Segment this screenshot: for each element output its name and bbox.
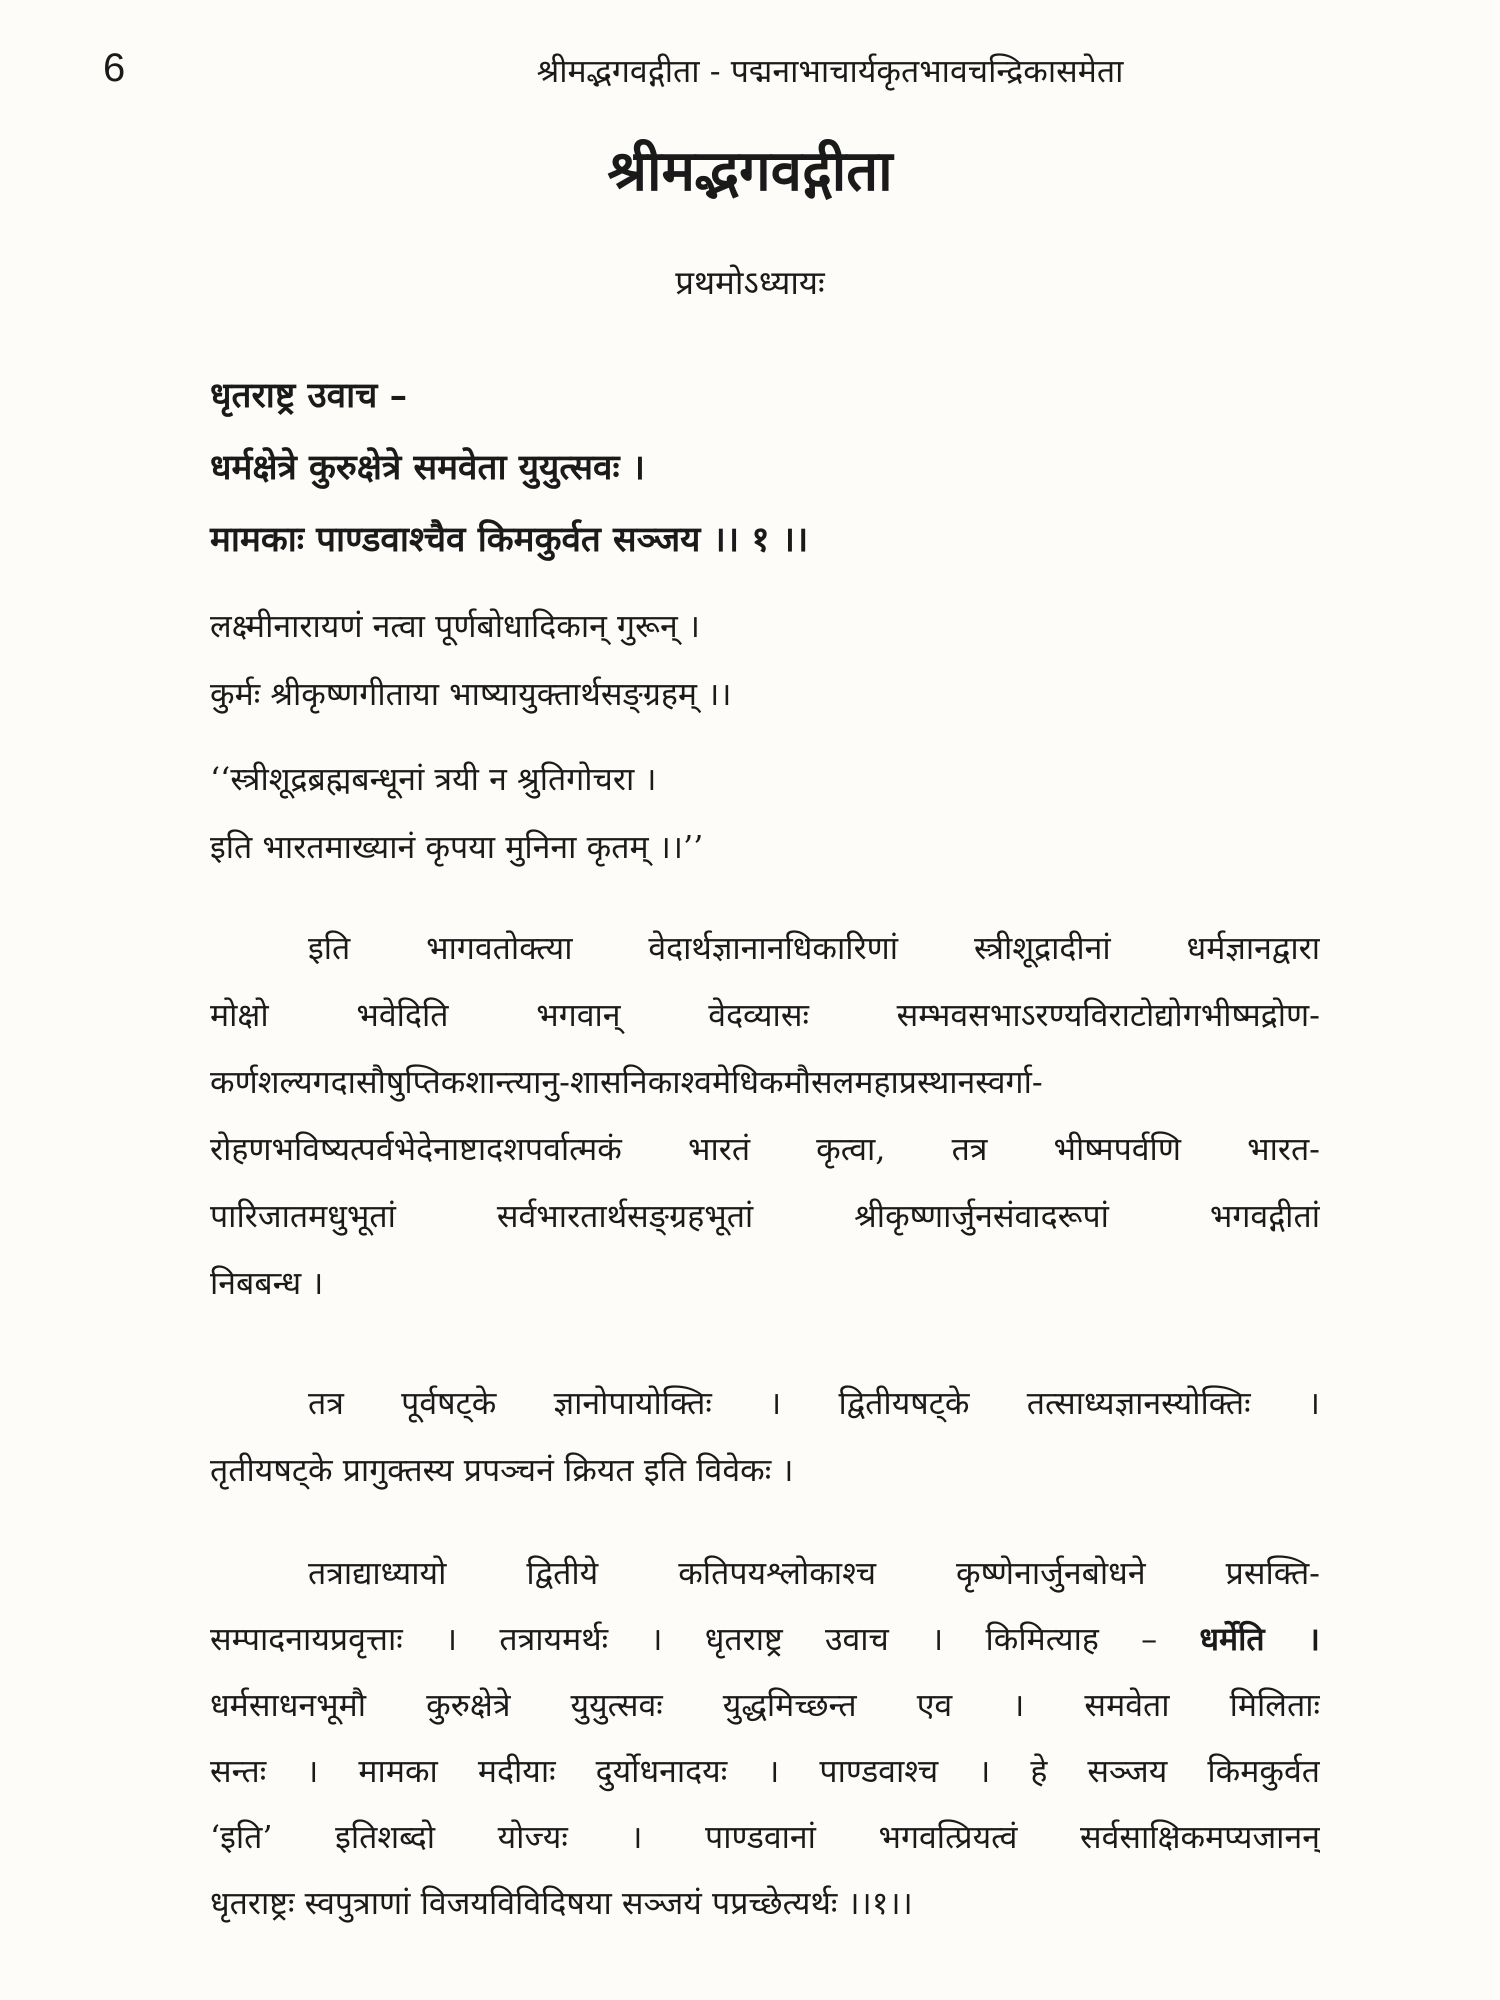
paragraph-line: तत्र पूर्वषट्के ज्ञानोपायोक्तिः । द्वितीयषट्के तत्साध्यज्ञानस्योक्तिः । [308,1384,1320,1422]
paragraph-line: धर्मसाधनभूमौ कुरुक्षेत्रे युयुत्सवः युद्धमिच्छन्त एव । समवेता मिलिताः [210,1686,1320,1724]
running-head: श्रीमद्भगवद्गीता - पद्मनाभाचार्यकृतभावचन्द्रिकासमेता [536,52,1124,90]
quoted-verse [210,745,1320,881]
paragraph-line: पारिजातमधुभूतां सर्वभारतार्थसङ्ग्रहभूतां श्रीकृष्णार्जुनसंवादरूपां भगवद्गीतां [210,1197,1320,1235]
paragraph-line: तत्राद्याध्यायो द्वितीये कतिपयश्लोकाश्च कृष्णेनार्जुनबोधने प्रसक्ति- [308,1554,1320,1592]
book-title: श्रीमद्भगवद्गीता [607,138,893,204]
commentary-paragraph-1 [210,915,1320,1317]
mangala-line: लक्ष्मीनारायणं नत्वा पूर्णबोधादिकान् गुरून् । [210,607,701,645]
quote-line: ‘‘स्त्रीशूद्रब्रह्मबन्धूनां त्रयी न श्रुतिगोचरा । [210,760,657,798]
verse-line: मामकाः पाण्डवाश्चैव किमकुर्वत सञ्जय ।। १ ।। [210,519,809,560]
verse-speaker: धृतराष्ट्र उवाच – [210,375,408,416]
commentary-paragraph-2 [210,1370,1320,1504]
commentary-paragraph-3 [210,1540,1320,1936]
page-number: 6 [103,46,126,90]
paragraph-line: रोहणभविष्यत्पर्वभेदेनाष्टादशपर्वात्मकं भारतं कृत्वा, तत्र भीष्मपर्वणि भारत- [210,1130,1320,1168]
mangala-verse [210,592,1320,728]
quote-line: इति भारतमाख्यानं कृपया मुनिना कृतम् ।।’’ [210,828,704,866]
paragraph-line [210,1606,1320,1672]
verse-block [210,360,1320,576]
paragraph-line: सन्तः । मामका मदीयाः दुर्योधनादयः । पाण्डवाश्च । हे सञ्जय किमकुर्वत [210,1752,1320,1790]
paragraph-line: धृतराष्ट्रः स्वपुत्राणां विजयविविदिषया सञ्जयं पप्रच्छेत्यर्थः ।।१।। [210,1884,913,1922]
paragraph-line: इति भागवतोक्त्या वेदार्थज्ञानानधिकारिणां स्त्रीशूद्रादीनां धर्मज्ञानद्वारा [308,929,1320,967]
paragraph-line: कर्णशल्यगदासौषुप्तिकशान्त्यानु-शासनिकाश्वमेधिकमौसलमहाप्रस्थानस्वर्गा- [210,1063,1043,1101]
paragraph-line: तृतीयषट्के प्रागुक्तस्य प्रपञ्चनं क्रियत इति विवेकः । [210,1451,794,1489]
mangala-line: कुर्मः श्रीकृष्णगीताया भाष्यायुक्तार्थसङ्ग्रहम् ।। [210,675,732,713]
paragraph-line-text: सम्पादनायप्रवृत्ताः । तत्रायमर्थः । धृतराष्ट्र उवाच । किमित्याह – [210,1620,1158,1658]
paragraph-line: ‘इति’ इतिशब्दो योज्यः । पाण्डवानां भगवत्प्रियत्वं सर्वसाक्षिकमप्यजानन् [210,1818,1320,1856]
paragraph-line: मोक्षो भवेदिति भगवान् वेदव्यासः सम्भवसभाऽरण्यविराटोद्योगभीष्मद्रोण- [210,996,1320,1034]
chapter-title: प्रथमोऽध्यायः [675,263,825,302]
bold-keyword: धर्मेति । [1199,1620,1320,1658]
paragraph-line: निबबन्ध । [210,1264,324,1302]
verse-line: धर्मक्षेत्रे कुरुक्षेत्रे समवेता युयुत्सवः । [210,447,645,488]
